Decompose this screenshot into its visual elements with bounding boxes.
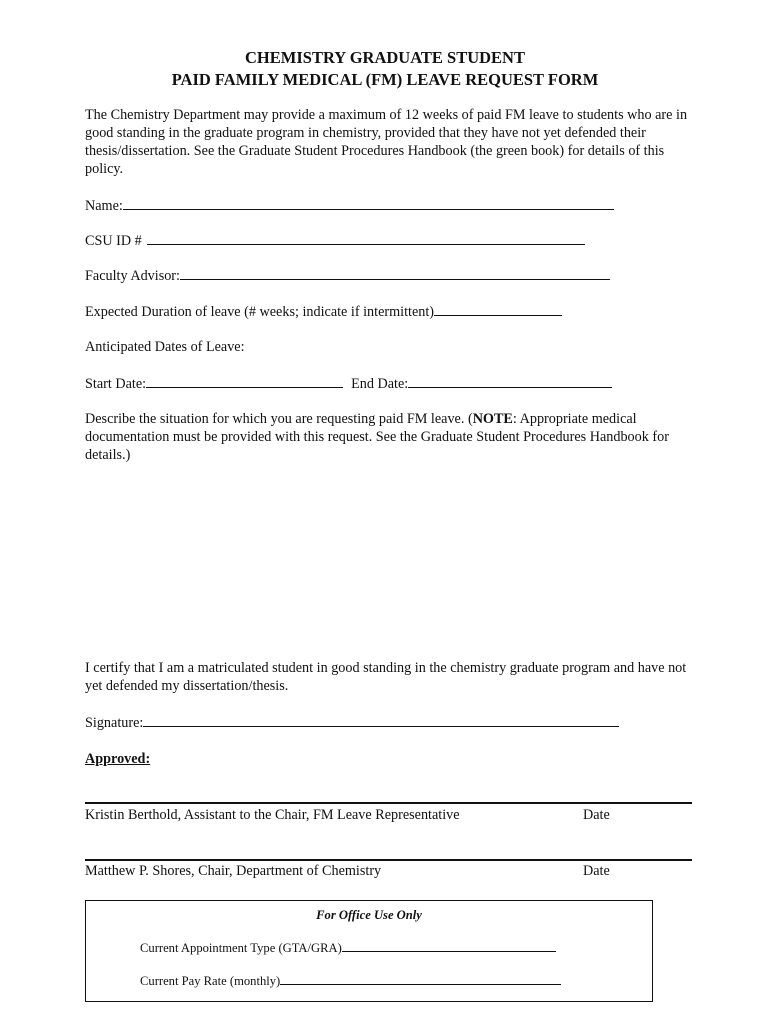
intro-paragraph: The Chemistry Department may provide a maximum of 12 weeks of paid FM leave to students who are in good standing in the graduate program in chemistry, provided that they have not yet defended their thesis/dissertation. See the Graduate Student Procedures Handbook (the green book) for details of this policy. [85,107,688,177]
form-title-line-2: PAID FAMILY MEDICAL (FM) LEAVE REQUEST FORM [171,70,599,89]
faculty-advisor-label: Faculty Advisor: [85,268,180,284]
certify-paragraph: I certify that I am a matriculated student in good standing in the chemistry graduate program and have not yet defended my dissertation/thesis. [85,660,687,694]
faculty-advisor-field[interactable] [85,266,610,285]
name-input-line[interactable] [123,196,614,210]
describe-paragraph [85,410,695,464]
duration-label: Expected Duration of leave (# weeks; indicate if intermittent) [85,304,435,320]
office-use-heading: For Office Use Only [316,908,422,922]
duration-field[interactable] [85,302,562,321]
form-title-line-1: CHEMISTRY GRADUATE STUDENT [245,48,525,67]
note-label: NOTE [472,411,513,427]
name-field[interactable] [85,196,614,215]
appointment-type-field[interactable] [140,940,556,956]
csu-id-label: CSU ID # [85,233,142,249]
csu-id-field[interactable] [85,231,585,250]
approved-heading: Approved: [85,751,151,767]
leave-dates-row [85,374,612,393]
office-use-box [85,900,653,1002]
appointment-type-label: Current Appointment Type (GTA/GRA) [140,941,342,955]
signature-field[interactable] [85,713,619,732]
describe-text-before: Describe the situation for which you are requesting paid FM leave. ( [85,411,473,427]
approver-2-name: Matthew P. Shores, Chair, Department of Chemistry [85,863,382,879]
signature-input-line[interactable] [143,713,619,727]
anticipated-dates-label: Anticipated Dates of Leave: [85,339,245,355]
pay-rate-field[interactable] [140,973,561,989]
describe-text-after: : Appropriate medical documentation must be provided with this request. See the Graduate Student Procedures Handbook for details.) [85,411,669,463]
csu-id-input-line[interactable] [147,231,585,245]
approver-2-signature-line[interactable] [85,859,692,861]
approver-2-date-label: Date [583,863,610,879]
approver-1-date-label: Date [583,807,610,823]
faculty-advisor-input-line[interactable] [180,266,610,280]
appointment-type-input-line[interactable] [342,940,556,952]
end-date-label: End Date: [351,376,409,392]
approver-1-row [85,806,692,824]
pay-rate-label: Current Pay Rate (monthly) [140,974,281,988]
approver-2-row [85,862,692,880]
end-date-input-line[interactable] [408,374,612,388]
approver-1-name: Kristin Berthold, Assistant to the Chair, FM Leave Representative [85,807,460,823]
start-date-input-line[interactable] [146,374,343,388]
name-label: Name: [85,198,123,214]
approver-1-signature-line[interactable] [85,802,692,804]
signature-label: Signature: [85,715,144,731]
duration-input-line[interactable] [434,302,562,316]
start-date-label: Start Date: [85,376,147,392]
situation-description-area[interactable] [85,468,692,653]
pay-rate-input-line[interactable] [280,973,561,985]
